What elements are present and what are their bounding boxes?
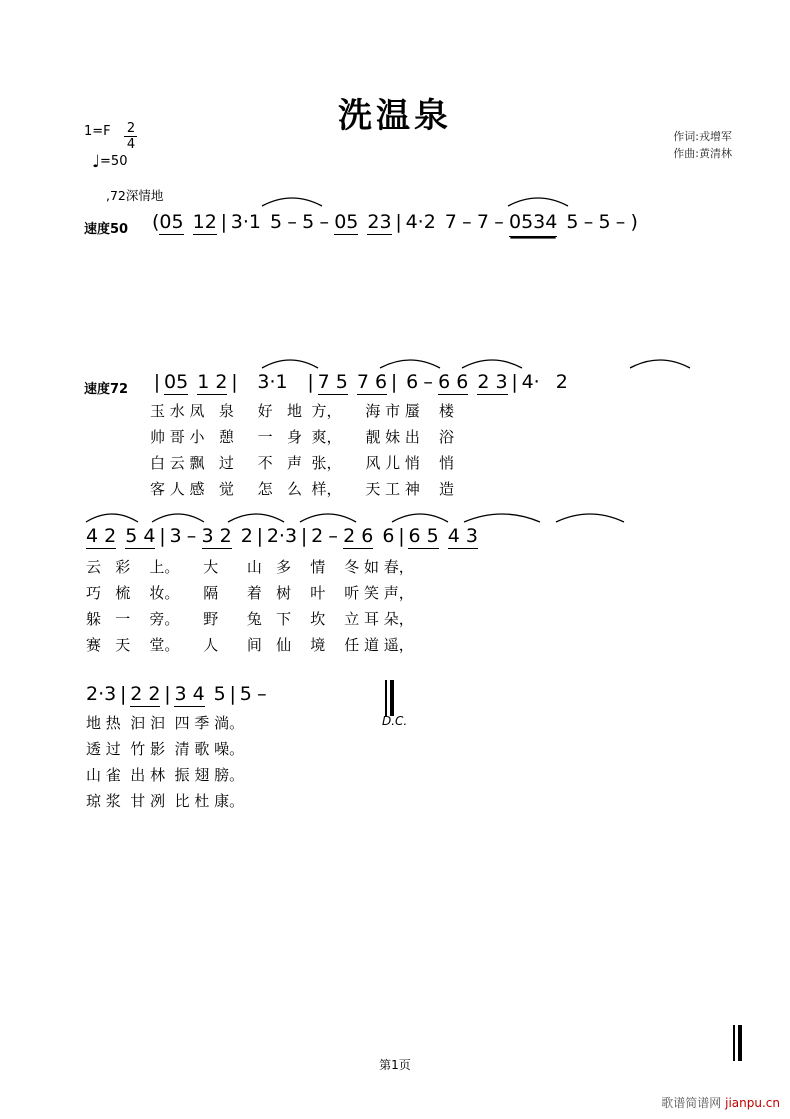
watermark-en-text: jianpu.cn xyxy=(725,1096,780,1110)
intro-note-7: 05 xyxy=(334,211,359,233)
lyric-line-2-3: 躲 一 旁。 野 兔 下 坎 立 耳 朵， xyxy=(86,610,414,628)
quarter-note-icon: ♩ xyxy=(92,152,101,172)
v2-note-3: – xyxy=(186,525,197,547)
intro-note-13: – xyxy=(494,211,504,233)
v2-note-12: 4 3 xyxy=(447,525,478,547)
lyricist-line: 作词:戎增军 xyxy=(673,130,732,143)
barline: | xyxy=(390,371,398,393)
slur-arc xyxy=(152,514,204,522)
lyric-line-1-4: 客 人 感 觉 怎 么 样， 天 工 神 造 xyxy=(150,480,454,498)
v2-note-9: 2 6 xyxy=(343,525,374,547)
intro-note-11: – xyxy=(462,211,472,233)
v1-note-0: 05 xyxy=(164,371,189,393)
v1-note-2: 3·1 xyxy=(257,371,288,393)
slur-arc xyxy=(86,514,138,522)
page-end-bar-thin xyxy=(733,1025,735,1061)
credits-block xyxy=(673,128,732,162)
intro-speed-label: 速度50 xyxy=(84,222,129,237)
slur-arc xyxy=(262,198,322,206)
intro-note-15: 5 xyxy=(566,211,579,233)
watermark-cn-text: 歌谱简谱网 xyxy=(661,1096,722,1110)
barline: | xyxy=(511,371,518,393)
barline: | xyxy=(398,525,405,547)
v3-note-2: 3 4 xyxy=(174,683,205,705)
intro-paren-close: ) xyxy=(630,211,638,233)
v3-note-3: 5 xyxy=(213,683,226,705)
intro-note-2: 3·1 xyxy=(230,211,262,233)
intro-note-16: – xyxy=(583,211,594,233)
verse-line2-notes xyxy=(86,525,478,549)
v2-note-6: 2·3 xyxy=(266,525,298,547)
v1-note-5: 6 xyxy=(406,371,419,393)
lyric-line-1-2: 帅 哥 小 憩 一 身 爽， 靓 妹 出 浴 xyxy=(150,428,454,446)
tempo-value: =50 xyxy=(100,154,128,169)
v1-note-8: 2 3 xyxy=(477,371,508,393)
lyric-line-2-1: 云 彩 上。 大 山 多 情 冬 如 春， xyxy=(86,558,414,576)
watermark xyxy=(661,1094,780,1111)
lyric-line-2-2: 巧 梳 妆。 隔 着 树 叶 听 笑 声， xyxy=(86,584,414,602)
intro-note-4: – xyxy=(287,211,297,233)
barline: | xyxy=(300,525,308,547)
intro-note-17: 5 xyxy=(598,211,611,233)
lyric-line-3-1: 地 热 汩 汩 四 季 淌。 xyxy=(86,714,245,732)
lyric-line-3-3: 山 雀 出 林 振 翅 膀。 xyxy=(86,766,245,784)
v1-note-7: 6 6 xyxy=(438,371,469,393)
intro-notes xyxy=(152,211,638,237)
barline: | xyxy=(164,683,171,705)
final-barline-thick xyxy=(390,680,394,716)
lyric-line-3-2: 透 过 竹 影 清 歌 噪。 xyxy=(86,740,245,758)
page-number: 第1页 xyxy=(379,1058,411,1072)
barline: | xyxy=(307,371,314,393)
slur-arc xyxy=(262,360,318,368)
intro-note-5: 5 xyxy=(302,211,315,233)
page-title: 洗温泉 xyxy=(338,96,452,136)
v1-note-4: 7 6 xyxy=(356,371,388,393)
lyric-line-1-3: 白 云 飘 过 不 声 张， 风 儿 悄 悄 xyxy=(150,454,454,472)
expression-marking: ,72深情地 xyxy=(106,188,164,203)
verse-speed-label: 速度72 xyxy=(84,382,129,397)
time-signature-numerator: 2 xyxy=(126,121,136,136)
v2-note-2: 3 xyxy=(169,525,182,547)
v2-note-1: 5 4 xyxy=(125,525,156,547)
barline: | xyxy=(220,211,227,233)
intro-note-6: – xyxy=(319,211,329,233)
slur-arc xyxy=(300,514,356,522)
v1-note-6: – xyxy=(423,371,433,393)
v2-note-10: 6 xyxy=(382,525,395,547)
final-barline-thin xyxy=(385,680,387,716)
intro-note-12: 7 xyxy=(476,211,489,233)
slur-arc xyxy=(464,514,540,522)
v1-note-9: 4· xyxy=(521,371,540,393)
key-signature: 1=F xyxy=(84,124,111,139)
v3-note-4: 5 xyxy=(239,683,252,705)
staff-row-intro xyxy=(0,208,790,248)
v1-note-1: 1 2 xyxy=(197,371,228,393)
barline: | xyxy=(229,683,236,705)
v2-note-11: 6 5 xyxy=(408,525,439,547)
slur-arc xyxy=(462,360,522,368)
barline: | xyxy=(256,525,264,547)
v2-note-8: – xyxy=(328,525,338,547)
slur-arc xyxy=(508,198,568,206)
verse-line1-notes xyxy=(150,371,568,395)
barline: | xyxy=(153,371,161,393)
intro-note-8: 23 xyxy=(367,211,392,233)
dc-mark: D.C. xyxy=(382,714,408,728)
time-signature-denominator: 4 xyxy=(126,137,136,152)
v2-note-0: 4 2 xyxy=(86,525,117,547)
slur-arc xyxy=(392,514,448,522)
slur-arc xyxy=(380,360,440,368)
slur-arc xyxy=(228,514,284,522)
tempo-marking xyxy=(92,152,127,172)
v2-note-7: 2 xyxy=(311,525,324,547)
v1-note-3: 7 5 xyxy=(317,371,348,393)
composer-line: 作曲:黄清林 xyxy=(673,147,732,160)
time-signature xyxy=(124,122,138,151)
barline: | xyxy=(231,371,238,393)
barline: | xyxy=(159,525,166,547)
v2-note-5: 2 xyxy=(240,525,253,547)
intro-note-9: 4·2 xyxy=(405,211,436,233)
intro-note-3: 5 xyxy=(270,211,283,233)
barline: | xyxy=(120,683,127,705)
lyric-line-2-4: 赛 天 堂。 人 间 仙 境 任 道 遥， xyxy=(86,636,414,654)
intro-note-14: 0534 xyxy=(509,211,557,237)
lyric-line-3-4: 琼 浆 甘 冽 比 杜 康。 xyxy=(86,792,245,810)
intro-paren-open: ( xyxy=(152,211,160,233)
v3-note-1: 2 2 xyxy=(130,683,161,705)
page-end-bar-thick xyxy=(738,1025,742,1061)
slur-arc xyxy=(556,514,624,522)
intro-note-10: 7 xyxy=(444,211,457,233)
v3-note-0: 2·3 xyxy=(86,683,117,705)
v3-note-5: – xyxy=(257,683,267,705)
intro-note-1: 12 xyxy=(192,211,217,233)
intro-note-18: – xyxy=(615,211,626,233)
slur-arc xyxy=(630,360,690,368)
verse-line3-notes xyxy=(86,683,272,707)
lyric-line-1-1: 玉 水 凤 泉 好 地 方， 海 市 蜃 楼 xyxy=(150,402,454,420)
barline: | xyxy=(395,211,402,233)
v2-note-4: 3 2 xyxy=(201,525,232,547)
intro-note-0: 05 xyxy=(159,211,184,233)
v1-note-10: 2 xyxy=(555,371,568,393)
